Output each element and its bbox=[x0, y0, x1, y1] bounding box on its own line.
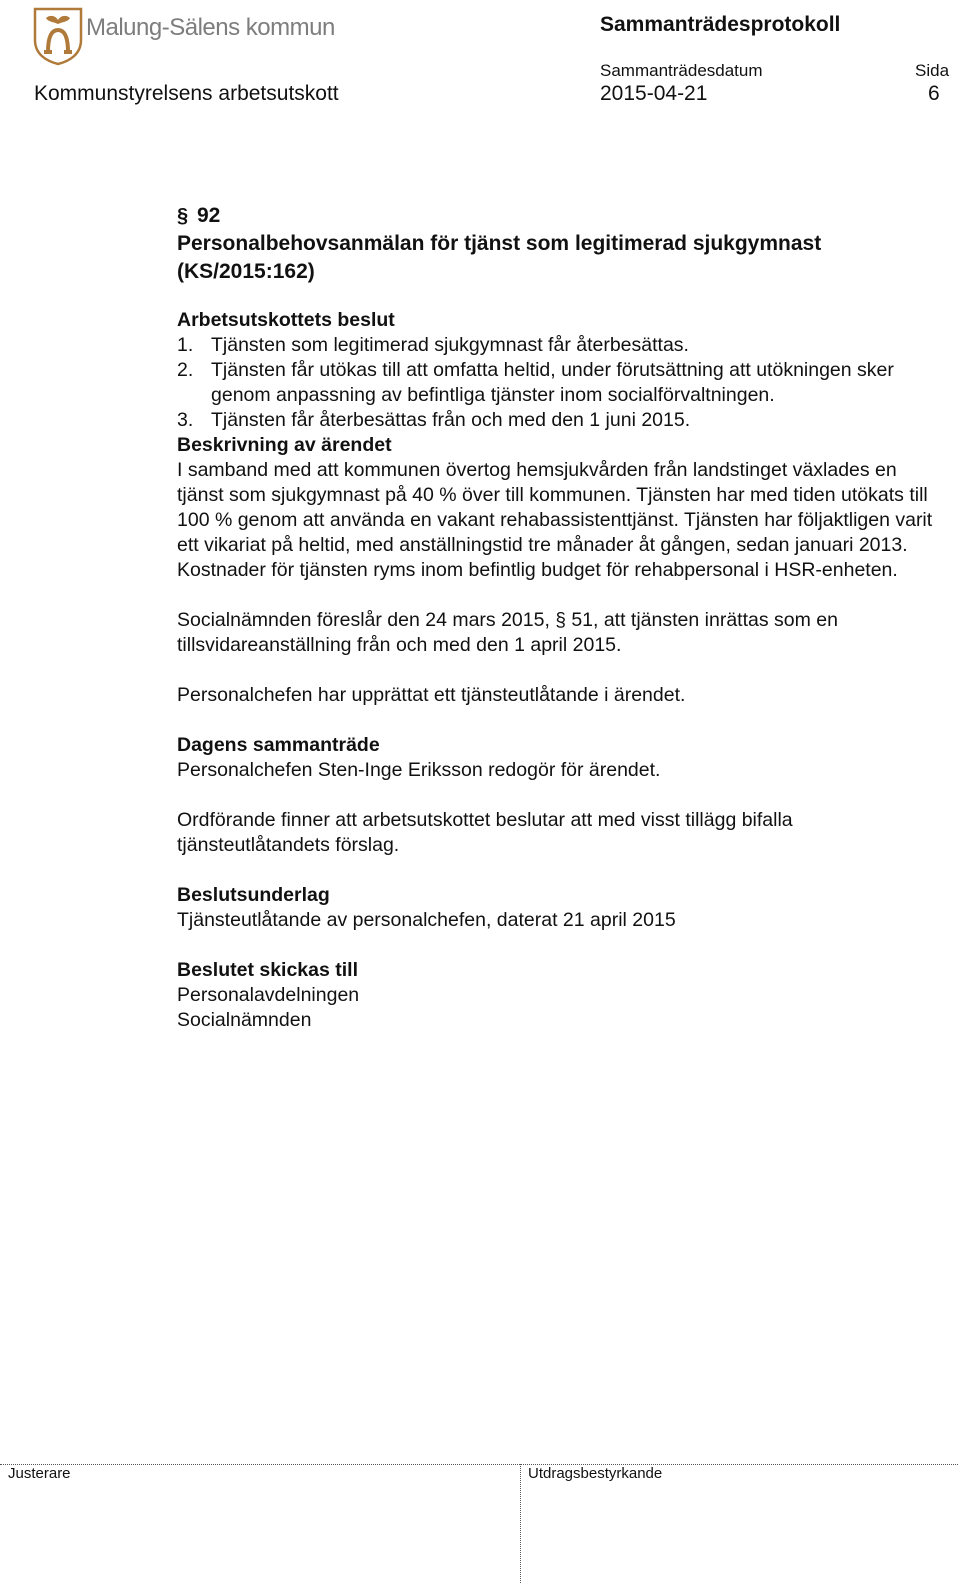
meeting-date-label: Sammanträdesdatum bbox=[600, 61, 763, 80]
section-number bbox=[177, 202, 937, 230]
chair-paragraph: Ordförande finner att arbetsutskottet beslutar att med visst tillägg bifalla tjänsteutlåtandets förslag. bbox=[177, 809, 793, 856]
footer-column-divider bbox=[520, 1464, 521, 1583]
decision-item bbox=[177, 408, 937, 433]
proposal-text-start: Socialnämnden föreslår den 24 mars 2015, bbox=[177, 609, 550, 631]
recipient-item: Personalavdelningen bbox=[177, 984, 360, 1006]
footer-divider bbox=[0, 1464, 958, 1465]
decision-item-text: Tjänsten som legitimerad sjukgymnast får återbesättas. bbox=[211, 334, 689, 356]
meeting-heading: Dagens sammanträde bbox=[177, 734, 380, 756]
decision-list bbox=[177, 333, 937, 433]
decision-item-text: Tjänsten får återbesättas från och med den 1 juni 2015. bbox=[211, 409, 691, 431]
utdragsbestyrkande-label: Utdragsbestyrkande bbox=[528, 1465, 663, 1482]
meeting-paragraph: Personalchefen Sten-Inge Eriksson redogör för ärendet. bbox=[177, 759, 661, 781]
decision-item-number: 3. bbox=[177, 409, 194, 431]
protocol-content bbox=[177, 202, 937, 1033]
description-paragraph: I samband med att kommunen övertog hemsjukvården från landstinget växlades en tjänst som sjukgymnast på 40 % över till kommunen. Tjänsten har med tiden utökats till 100 % genom att använda en vakant rehabassistenttjänst. Tjänsten har följaktligen varit ett vikariat på heltid, med anställningstid tre månader åt gången, sedan januari 2013. Kostnader för tjänsten ryms inom befintlig budget för rehabpersonal i HSR-enheten. bbox=[177, 459, 933, 581]
recipients-heading: Beslutet skickas till bbox=[177, 959, 359, 981]
section-title-line2: (KS/2015:162) bbox=[177, 260, 315, 283]
proposal-text-end: 51, att tjänsten inrättas som en tillsvidareanställning från och med den 1 april 2015. bbox=[177, 609, 838, 656]
decision-item-number: 1. bbox=[177, 334, 194, 356]
decision-item bbox=[177, 358, 937, 408]
page-number: 6 bbox=[928, 82, 940, 105]
meeting-date: 2015-04-21 bbox=[600, 82, 708, 105]
decision-item-number: 2. bbox=[177, 359, 194, 381]
section-symbol: § bbox=[177, 205, 189, 227]
decision-heading: Arbetsutskottets beslut bbox=[177, 309, 395, 331]
recipient-item: Socialnämnden bbox=[177, 1009, 312, 1031]
decision-item-text: Tjänsten får utökas till att omfatta heltid, under förutsättning att utökningen sker genom anpassning av befintliga tjänster inom socialförvaltningen. bbox=[211, 359, 894, 406]
section-symbol-inline: § bbox=[555, 610, 566, 631]
committee-name: Kommunstyrelsens arbetsutskott bbox=[34, 82, 339, 105]
document-type: Sammanträdesprotokoll bbox=[600, 13, 841, 36]
section-title-line1: Personalbehovsanmälan för tjänst som legitimerad sjukgymnast bbox=[177, 232, 822, 255]
description-paragraph-2 bbox=[177, 608, 937, 658]
municipality-logo bbox=[32, 6, 84, 66]
decision-item bbox=[177, 333, 937, 358]
org-name: Malung-Sälens kommun bbox=[86, 14, 335, 41]
section-number-value: 92 bbox=[196, 204, 221, 227]
description-heading: Beskrivning av ärendet bbox=[177, 434, 392, 456]
justerare-label: Justerare bbox=[8, 1465, 71, 1482]
basis-text: Tjänsteutlåtande av personalchefen, daterat 21 april 2015 bbox=[177, 909, 676, 931]
page-label: Sida bbox=[915, 61, 950, 80]
description-paragraph-3: Personalchefen har upprättat ett tjänsteutlåtande i ärendet. bbox=[177, 684, 686, 706]
basis-heading: Beslutsunderlag bbox=[177, 884, 330, 906]
